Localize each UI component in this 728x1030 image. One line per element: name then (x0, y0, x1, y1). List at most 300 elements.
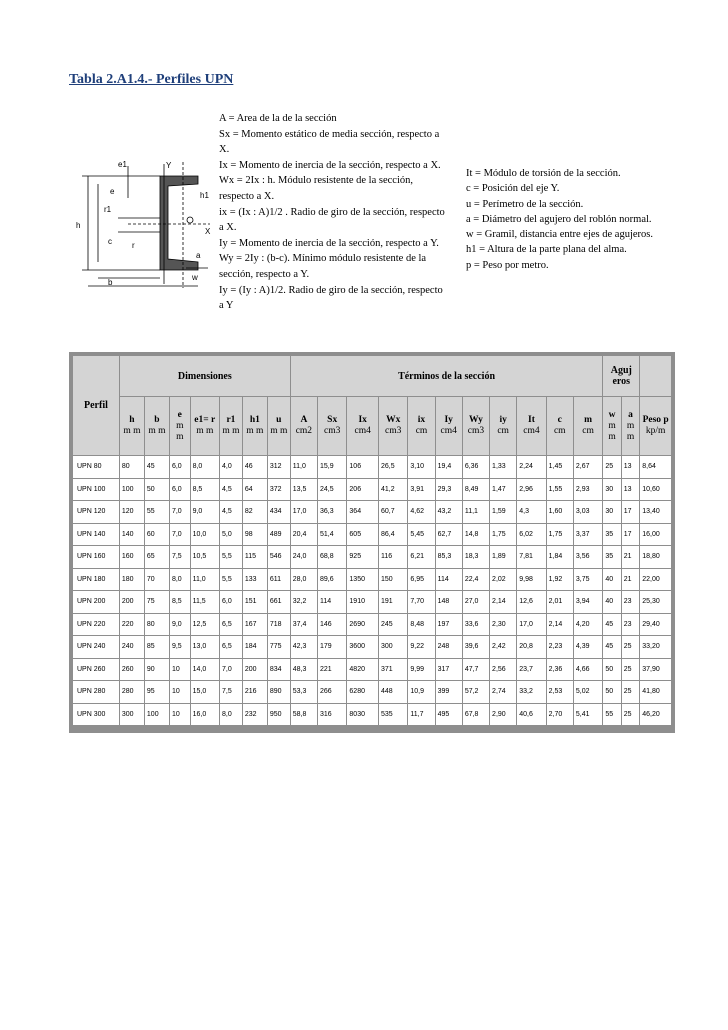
profile-name-cell: UPN 120 (73, 501, 119, 523)
column-unit: m m (608, 420, 616, 442)
definitions-right (466, 166, 666, 273)
upn-profile-diagram (68, 158, 213, 293)
column-symbol: m (584, 415, 593, 425)
table-cell: 6280 (347, 681, 378, 703)
column-unit: cm3 (467, 426, 485, 436)
table-cell: 4,39 (574, 636, 602, 658)
column-header (379, 397, 407, 455)
table-cell: 8,48 (408, 614, 434, 636)
table-cell: 718 (268, 614, 290, 636)
table-cell: 64 (243, 479, 267, 501)
table-cell: 8,64 (640, 456, 671, 478)
table-cell: 21 (622, 569, 639, 591)
column-symbol: Wy (468, 415, 483, 425)
upn-table-frame (69, 352, 675, 733)
table-cell: 25 (622, 636, 639, 658)
table-cell: 13 (622, 456, 639, 478)
table-cell: 6,0 (170, 479, 190, 501)
profile-name-cell: UPN 280 (73, 681, 119, 703)
table-cell: 140 (120, 524, 144, 546)
table-cell: 260 (120, 659, 144, 681)
table-cell: 25 (622, 681, 639, 703)
table-cell: 116 (379, 546, 407, 568)
column-unit: m m (270, 426, 288, 436)
table-cell: 80 (145, 614, 169, 636)
table-cell: 2,14 (490, 591, 516, 613)
table-cell: 1910 (347, 591, 378, 613)
table-cell: 399 (436, 681, 462, 703)
table-cell: 2,02 (490, 569, 516, 591)
table-cell: 41,2 (379, 479, 407, 501)
column-symbol: Iy (444, 415, 453, 425)
table-cell: 1350 (347, 569, 378, 591)
table-cell: 114 (318, 591, 346, 613)
column-header (490, 397, 516, 455)
table-cell: 216 (243, 681, 267, 703)
table-cell: 950 (268, 704, 290, 726)
table-cell: 3,56 (574, 546, 602, 568)
table-cell: 300 (120, 704, 144, 726)
table-cell: 40,6 (517, 704, 545, 726)
column-unit: cm4 (523, 426, 540, 436)
table-cell: 10,60 (640, 479, 671, 501)
column-symbol: ix (417, 415, 426, 425)
table-cell: 23,7 (517, 659, 545, 681)
column-header (622, 397, 639, 455)
label-a: a (196, 251, 201, 260)
table-cell: 11,0 (291, 456, 317, 478)
column-unit: m m (196, 426, 214, 436)
table-cell: 10,0 (191, 524, 219, 546)
table-cell: 6,21 (408, 546, 434, 568)
table-cell: 9,5 (170, 636, 190, 658)
table-cell: 364 (347, 501, 378, 523)
column-header (191, 397, 219, 455)
label-h: h (76, 221, 81, 230)
table-cell: 489 (268, 524, 290, 546)
table-cell: 22,00 (640, 569, 671, 591)
profile-name-cell: UPN 160 (73, 546, 119, 568)
table-cell: 495 (436, 704, 462, 726)
table-cell: 6,02 (517, 524, 545, 546)
table-cell: 15,9 (318, 456, 346, 478)
profile-name-cell: UPN 220 (73, 614, 119, 636)
table-cell: 29,40 (640, 614, 671, 636)
label-x: X (205, 227, 211, 236)
table-cell: 57,2 (463, 681, 489, 703)
column-unit: cm (553, 426, 566, 436)
table-cell: 9,0 (191, 501, 219, 523)
table-cell: 8030 (347, 704, 378, 726)
table-cell: 55 (603, 704, 620, 726)
table-cell: 23 (622, 614, 639, 636)
column-unit: cm (497, 426, 509, 436)
definition-area: A = Area de la de la sección (219, 113, 337, 124)
table-cell: 4,66 (574, 659, 602, 681)
table-cell: 58,8 (291, 704, 317, 726)
table-cell: 661 (268, 591, 290, 613)
table-cell: 115 (243, 546, 267, 568)
table-cell: 75 (145, 591, 169, 613)
profile-name-cell: UPN 260 (73, 659, 119, 681)
label-e1: e1 (118, 160, 127, 169)
table-cell: 2,53 (547, 681, 573, 703)
table-cell: 2,23 (547, 636, 573, 658)
table-cell: 12,6 (517, 591, 545, 613)
table-cell: 30 (603, 479, 620, 501)
table-cell: 775 (268, 636, 290, 658)
table-cell: 67,8 (463, 704, 489, 726)
table-cell: 280 (120, 681, 144, 703)
table-cell: 39,6 (463, 636, 489, 658)
definition-ix: Ix = Momento de inercia de la sección, respecto a X. (219, 159, 441, 171)
table-cell: 98 (243, 524, 267, 546)
table-cell: 133 (243, 569, 267, 591)
table-cell: 7,5 (220, 681, 242, 703)
table-cell: 60 (145, 524, 169, 546)
table-cell: 312 (268, 456, 290, 478)
table-cell: 245 (379, 614, 407, 636)
table-cell: 80 (120, 456, 144, 478)
table-cell: 5,5 (220, 546, 242, 568)
table-cell: 4,5 (220, 501, 242, 523)
table-cell: 5,02 (574, 681, 602, 703)
column-symbol: e1= r (194, 415, 216, 425)
table-cell: 86,4 (379, 524, 407, 546)
definition-radius-y: Iy = (Iy : A)1/2. Radio de giro de la sección, respecto a Y (219, 284, 443, 312)
column-header (436, 397, 462, 455)
table-cell: 240 (120, 636, 144, 658)
table-cell: 1,75 (490, 524, 516, 546)
table-cell: 33,6 (463, 614, 489, 636)
table-cell: 3,94 (574, 591, 602, 613)
column-symbol: b (154, 415, 160, 425)
table-cell: 11,1 (463, 501, 489, 523)
table-cell: 27,0 (463, 591, 489, 613)
table-cell: 33,2 (517, 681, 545, 703)
table-cell: 206 (347, 479, 378, 501)
table-cell: 85,3 (436, 546, 462, 568)
column-header (463, 397, 489, 455)
table-cell: 1,60 (547, 501, 573, 523)
header-peso-top (640, 356, 671, 396)
label-y-top: Y (166, 161, 172, 170)
table-row (73, 479, 671, 501)
table-cell: 14,0 (191, 659, 219, 681)
table-cell: 266 (318, 681, 346, 703)
column-symbol: u (276, 415, 282, 425)
table-cell: 16,0 (191, 704, 219, 726)
column-header (603, 397, 620, 455)
definition-wy: Wy = 2Iy : (b-c). Mínimo módulo resistente de la sección, respecto a Y. (219, 253, 427, 280)
column-unit: cm (415, 426, 428, 436)
column-unit: m m (222, 426, 240, 436)
table-cell: 114 (436, 569, 462, 591)
table-cell: 6,5 (220, 614, 242, 636)
table-cell: 191 (379, 591, 407, 613)
table-cell: 82 (243, 501, 267, 523)
column-symbol: Wx (386, 415, 401, 425)
definition-p: p = Peso por metro. (466, 259, 549, 271)
table-cell: 48,3 (291, 659, 317, 681)
table-cell: 95 (145, 681, 169, 703)
table-cell: 1,75 (547, 524, 573, 546)
table-cell: 100 (120, 479, 144, 501)
table-cell: 51,4 (318, 524, 346, 546)
profile-name-cell: UPN 240 (73, 636, 119, 658)
table-cell: 15,0 (191, 681, 219, 703)
table-row (73, 546, 671, 568)
table-cell: 8,5 (191, 479, 219, 501)
definition-wx: Wx = 2Ix : h. Módulo resistente de la sección, respecto a X. (219, 175, 413, 202)
column-header (291, 397, 317, 455)
column-unit: m m (123, 426, 141, 436)
header-dimensiones: Dimensiones (120, 356, 290, 396)
table-cell: 2,30 (490, 614, 516, 636)
table-cell: 7,70 (408, 591, 434, 613)
column-header (145, 397, 169, 455)
table-cell: 7,0 (220, 659, 242, 681)
table-body (73, 456, 671, 725)
table-cell: 1,55 (547, 479, 573, 501)
table-cell: 41,80 (640, 681, 671, 703)
label-w: w (192, 273, 198, 282)
table-cell: 10 (170, 659, 190, 681)
profile-name-cell: UPN 100 (73, 479, 119, 501)
table-cell: 180 (120, 569, 144, 591)
column-unit: cm3 (324, 426, 341, 436)
table-cell: 23 (622, 591, 639, 613)
table-cell: 611 (268, 569, 290, 591)
table-cell: 8,0 (220, 704, 242, 726)
table-cell: 11,0 (191, 569, 219, 591)
column-header (517, 397, 545, 455)
table-row (73, 636, 671, 658)
column-symbol: It (528, 415, 535, 425)
table-cell: 7,0 (170, 524, 190, 546)
column-symbol: a (628, 409, 633, 420)
table-cell: 17 (622, 501, 639, 523)
table-cell: 35 (603, 524, 620, 546)
table-cell: 834 (268, 659, 290, 681)
table-row (73, 569, 671, 591)
table-cell: 546 (268, 546, 290, 568)
table-cell: 13,0 (191, 636, 219, 658)
table-cell: 70 (145, 569, 169, 591)
table-cell: 9,22 (408, 636, 434, 658)
table-cell: 45 (603, 636, 620, 658)
table-cell: 45 (145, 456, 169, 478)
table-cell: 317 (436, 659, 462, 681)
table-cell: 248 (436, 636, 462, 658)
column-symbol: c (557, 415, 562, 425)
definition-h1: h1 = Altura de la parte plana del alma. (466, 244, 627, 256)
table-cell: 35 (603, 546, 620, 568)
table-cell: 100 (145, 704, 169, 726)
label-b: b (108, 278, 113, 287)
table-cell: 13,40 (640, 501, 671, 523)
column-unit: cm (582, 426, 594, 436)
table-cell: 8,5 (170, 591, 190, 613)
definition-w: w = Gramil, distancia entre ejes de agujeros. (466, 229, 653, 241)
definition-iy: Iy = Momento de inercia de la sección, respecto a Y. (219, 237, 439, 249)
table-cell: 4,0 (220, 456, 242, 478)
table-cell: 9,98 (517, 569, 545, 591)
table-cell: 13 (622, 479, 639, 501)
table-cell: 1,45 (547, 456, 573, 478)
table-cell: 106 (347, 456, 378, 478)
table-cell: 17,0 (517, 614, 545, 636)
table-cell: 6,5 (220, 636, 242, 658)
table-cell: 40 (603, 591, 620, 613)
column-unit: m m (148, 426, 166, 436)
table-cell: 3,75 (574, 569, 602, 591)
table-cell: 4820 (347, 659, 378, 681)
table-cell: 8,0 (170, 569, 190, 591)
column-header (574, 397, 602, 455)
table-cell: 28,0 (291, 569, 317, 591)
table-row (73, 501, 671, 523)
table-cell: 448 (379, 681, 407, 703)
table-cell: 47,7 (463, 659, 489, 681)
table-cell: 45 (603, 614, 620, 636)
table-cell: 8,49 (463, 479, 489, 501)
table-cell: 50 (603, 681, 620, 703)
table-cell: 221 (318, 659, 346, 681)
column-header (170, 397, 190, 455)
table-cell: 151 (243, 591, 267, 613)
definition-c: c = Posición del eje Y. (466, 183, 560, 195)
table-cell: 50 (145, 479, 169, 501)
column-header (640, 397, 671, 455)
table-cell: 10,5 (191, 546, 219, 568)
table-cell: 3,10 (408, 456, 434, 478)
table-cell: 21 (622, 546, 639, 568)
table-cell: 146 (318, 614, 346, 636)
profile-name-cell: UPN 200 (73, 591, 119, 613)
table-cell: 9,99 (408, 659, 434, 681)
table-cell: 200 (243, 659, 267, 681)
column-unit: m m (176, 420, 184, 442)
table-cell: 13,5 (291, 479, 317, 501)
column-symbol: Ix (358, 415, 367, 425)
table-cell: 10,9 (408, 681, 434, 703)
table-cell: 5,0 (220, 524, 242, 546)
table-cell: 17 (622, 524, 639, 546)
column-unit: cm4 (440, 426, 457, 436)
table-cell: 22,4 (463, 569, 489, 591)
table-cell: 4,20 (574, 614, 602, 636)
definition-u: u = Perímetro de la sección. (466, 198, 584, 210)
table-cell: 200 (120, 591, 144, 613)
table-cell: 10 (170, 681, 190, 703)
table-cell: 3600 (347, 636, 378, 658)
column-header (120, 397, 144, 455)
column-header (547, 397, 573, 455)
table-cell: 6,0 (170, 456, 190, 478)
table-cell: 2,42 (490, 636, 516, 658)
column-symbol: Peso p (642, 415, 669, 425)
table-cell: 2,96 (517, 479, 545, 501)
upn-profiles-table (72, 355, 672, 726)
table-cell: 2,01 (547, 591, 573, 613)
table-cell: 32,2 (291, 591, 317, 613)
table-cell: 18,3 (463, 546, 489, 568)
table-cell: 6,0 (220, 591, 242, 613)
table-cell: 6,95 (408, 569, 434, 591)
column-symbol: A (300, 415, 308, 425)
table-cell: 4,62 (408, 501, 434, 523)
table-row (73, 659, 671, 681)
column-header (408, 397, 434, 455)
table-cell: 1,59 (490, 501, 516, 523)
table-cell: 2,36 (547, 659, 573, 681)
table-cell: 19,4 (436, 456, 462, 478)
table-cell: 24,5 (318, 479, 346, 501)
table-cell: 29,3 (436, 479, 462, 501)
table-cell: 2690 (347, 614, 378, 636)
table-cell: 3,91 (408, 479, 434, 501)
table-cell: 2,70 (547, 704, 573, 726)
page-title: Tabla 2.A1.4.- Perfiles UPN (69, 72, 234, 87)
table-cell: 25 (622, 659, 639, 681)
table-row (73, 681, 671, 703)
column-unit: kp/m (645, 426, 666, 436)
column-header (347, 397, 378, 455)
label-h1: h1 (200, 191, 209, 200)
header-terminos: Términos de la sección (291, 356, 603, 396)
column-unit: cm3 (385, 426, 402, 436)
table-row (73, 524, 671, 546)
column-unit: cm4 (354, 426, 371, 436)
profile-name-cell: UPN 180 (73, 569, 119, 591)
column-header (318, 397, 346, 455)
table-cell: 2,74 (490, 681, 516, 703)
table-cell: 120 (120, 501, 144, 523)
table-cell: 11,7 (408, 704, 434, 726)
column-header (243, 397, 267, 455)
label-r1: r1 (104, 205, 112, 214)
table-cell: 4,5 (220, 479, 242, 501)
table-cell: 42,3 (291, 636, 317, 658)
table-cell: 925 (347, 546, 378, 568)
table-cell: 43,2 (436, 501, 462, 523)
table-cell: 2,90 (490, 704, 516, 726)
table-cell: 1,89 (490, 546, 516, 568)
table-cell: 316 (318, 704, 346, 726)
definition-radius-x: ix = (Ix : A)1/2 . Radio de giro de la sección, respecto a X. (219, 206, 445, 234)
table-cell: 7,81 (517, 546, 545, 568)
table-cell: 300 (379, 636, 407, 658)
table-cell: 8,0 (191, 456, 219, 478)
table-row (73, 614, 671, 636)
table-cell: 16,00 (640, 524, 671, 546)
header-perfil: Perfil (73, 356, 119, 455)
column-symbol: w (608, 409, 616, 420)
table-cell: 179 (318, 636, 346, 658)
table-cell: 535 (379, 704, 407, 726)
table-cell: 3,03 (574, 501, 602, 523)
table-cell: 20,8 (517, 636, 545, 658)
table-row (73, 456, 671, 478)
table-cell: 53,3 (291, 681, 317, 703)
table-cell: 40 (603, 569, 620, 591)
definition-it: It = Módulo de torsión de la sección. (466, 168, 621, 179)
definition-sx: Sx = Momento estático de media sección, respecto a X. (219, 128, 440, 156)
table-cell: 37,4 (291, 614, 317, 636)
header-agujeros: Aguj eros (603, 356, 639, 396)
table-cell: 372 (268, 479, 290, 501)
